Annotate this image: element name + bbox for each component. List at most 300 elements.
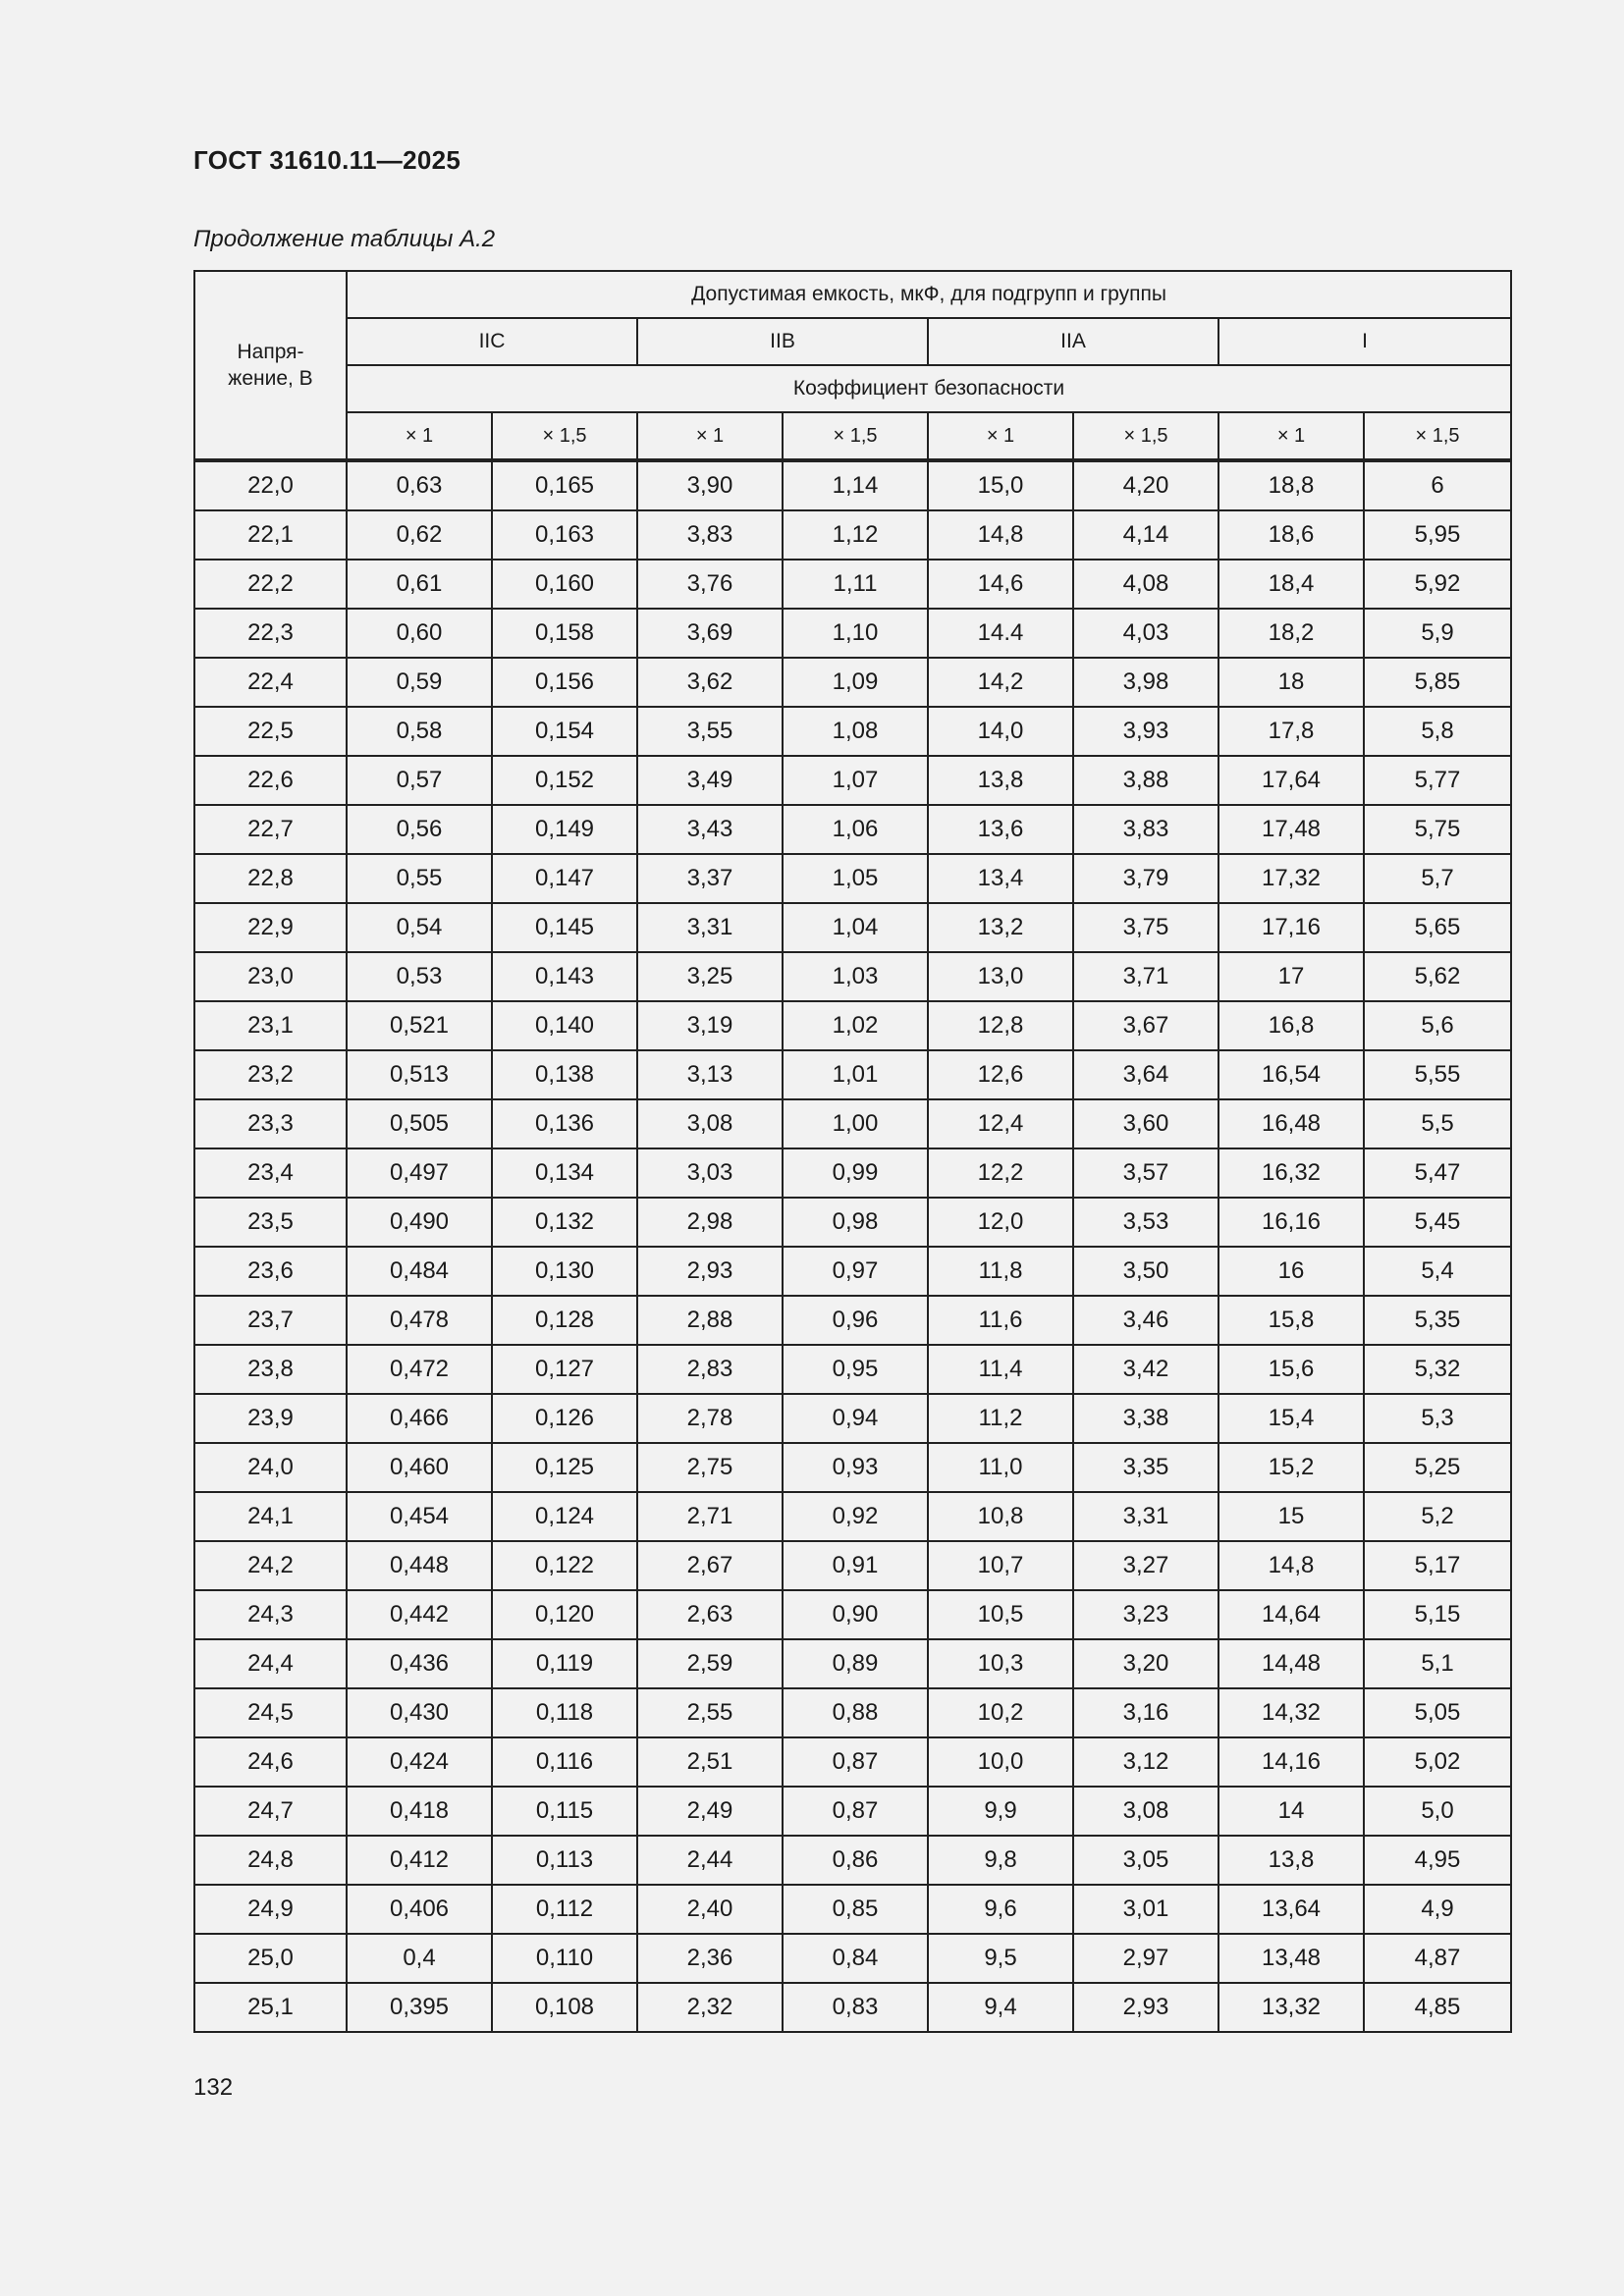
capacity-cell: 0,149 [492,805,637,854]
table-row [194,1885,1511,1934]
capacity-cell: 0,484 [347,1247,492,1296]
capacity-cell: 10,7 [928,1541,1073,1590]
capacity-cell: 15,4 [1218,1394,1364,1443]
capacity-cell: 1,08 [783,707,928,756]
capacity-cell: 4,87 [1364,1934,1511,1983]
capacity-cell: 14,6 [928,560,1073,609]
capacity-cell: 12,4 [928,1099,1073,1148]
capacity-cell: 1,06 [783,805,928,854]
capacity-cell: 2,55 [637,1688,783,1737]
capacity-cell: 3,25 [637,952,783,1001]
voltage-cell: 24,3 [194,1590,347,1639]
capacity-cell: 3,42 [1073,1345,1218,1394]
capacity-cell: 3,12 [1073,1737,1218,1787]
capacity-cell: 0,84 [783,1934,928,1983]
table-row [194,952,1511,1001]
capacitance-table [193,270,1512,2033]
page-number: 132 [193,2074,234,2101]
capacity-cell: 10,8 [928,1492,1073,1541]
voltage-header-line-2: жение, В [228,367,313,390]
capacity-cell: 2,75 [637,1443,783,1492]
capacity-cell: 0,62 [347,510,492,560]
capacity-cell: 16,54 [1218,1050,1364,1099]
document-header: ГОСТ 31610.11—2025 [193,145,461,175]
table-row [194,609,1511,658]
table-row [194,1688,1511,1737]
capacity-cell: 0,132 [492,1198,637,1247]
factor-header-row [194,412,1511,460]
capacity-cell: 3,23 [1073,1590,1218,1639]
capacity-cell: 15,2 [1218,1443,1364,1492]
capacity-cell: 12,2 [928,1148,1073,1198]
capacity-cell: 9,4 [928,1983,1073,2032]
capacity-cell: 17,32 [1218,854,1364,903]
capacity-cell: 9,5 [928,1934,1073,1983]
capacity-cell: 3,27 [1073,1541,1218,1590]
capacity-cell: 0,56 [347,805,492,854]
capacity-cell: 14,8 [928,510,1073,560]
capacity-cell: 16,16 [1218,1198,1364,1247]
capacity-cell: 14,16 [1218,1737,1364,1787]
voltage-cell: 25,1 [194,1983,347,2032]
voltage-cell: 23,7 [194,1296,347,1345]
capacity-cell: 3,98 [1073,658,1218,707]
capacity-cell: 0,128 [492,1296,637,1345]
capacity-cell: 17 [1218,952,1364,1001]
capacity-cell: 5,05 [1364,1688,1511,1737]
capacity-cell: 0,505 [347,1099,492,1148]
capacity-cell: 10,0 [928,1737,1073,1787]
capacity-cell: 0,143 [492,952,637,1001]
capacity-cell: 18,2 [1218,609,1364,658]
capacity-cell: 0,110 [492,1934,637,1983]
capacity-cell: 9,8 [928,1836,1073,1885]
capacity-cell: 16,48 [1218,1099,1364,1148]
voltage-cell: 24,9 [194,1885,347,1934]
capacity-cell: 2,40 [637,1885,783,1934]
table-row [194,1198,1511,1247]
capacity-cell: 0,118 [492,1688,637,1737]
capacity-cell: 10,5 [928,1590,1073,1639]
capacity-cell: 0,127 [492,1345,637,1394]
table-row [194,560,1511,609]
capacity-cell: 3,69 [637,609,783,658]
capacity-cell: 0,124 [492,1492,637,1541]
voltage-cell: 23,3 [194,1099,347,1148]
capacity-cell: 0,490 [347,1198,492,1247]
capacity-cell: 5,17 [1364,1541,1511,1590]
capacity-cell: 3,50 [1073,1247,1218,1296]
table-row [194,1492,1511,1541]
factor-header-cell: × 1,5 [783,412,928,460]
capacity-cell: 12,0 [928,1198,1073,1247]
capacity-cell: 16,8 [1218,1001,1364,1050]
capacity-cell: 0,57 [347,756,492,805]
capacity-cell: 3,49 [637,756,783,805]
table-row [194,460,1511,510]
voltage-cell: 22,1 [194,510,347,560]
voltage-cell: 24,7 [194,1787,347,1836]
capacity-cell: 3,13 [637,1050,783,1099]
capacity-cell: 15 [1218,1492,1364,1541]
capacity-cell: 1,05 [783,854,928,903]
capacity-cell: 3,35 [1073,1443,1218,1492]
voltage-cell: 24,4 [194,1639,347,1688]
voltage-column-header [194,271,347,460]
capacity-cell: 15,0 [928,460,1073,510]
capacity-cell: 12,6 [928,1050,1073,1099]
capacity-cell: 1,11 [783,560,928,609]
capacity-cell: 1,03 [783,952,928,1001]
table-row [194,1787,1511,1836]
table-row [194,854,1511,903]
capacity-cell: 5,2 [1364,1492,1511,1541]
voltage-cell: 22,9 [194,903,347,952]
capacity-cell: 14,0 [928,707,1073,756]
capacity-cell: 14,48 [1218,1639,1364,1688]
factor-header-cell: × 1,5 [1073,412,1218,460]
table-row [194,903,1511,952]
capacity-cell: 0,436 [347,1639,492,1688]
group-header-iic: IIC [347,318,637,365]
capacity-cell: 2,67 [637,1541,783,1590]
table-body [194,460,1511,2032]
capacity-cell: 14 [1218,1787,1364,1836]
capacity-cell: 1,12 [783,510,928,560]
capacity-cell: 9,9 [928,1787,1073,1836]
factor-header-cell: × 1 [347,412,492,460]
capacity-cell: 3,55 [637,707,783,756]
capacity-cell: 0,395 [347,1983,492,2032]
table-caption: Продолжение таблицы А.2 [193,226,496,252]
capacity-cell: 1,10 [783,609,928,658]
capacity-cell: 11,4 [928,1345,1073,1394]
capacity-cell: 18,6 [1218,510,1364,560]
capacity-cell: 2,83 [637,1345,783,1394]
capacity-cell: 13,6 [928,805,1073,854]
capacity-cell: 13,2 [928,903,1073,952]
capacity-cell: 2,63 [637,1590,783,1639]
capacity-cell: 3,08 [637,1099,783,1148]
capacity-cell: 0,424 [347,1737,492,1787]
capacity-cell: 0,130 [492,1247,637,1296]
capacity-cell: 14,2 [928,658,1073,707]
capacity-cell: 4,9 [1364,1885,1511,1934]
capacity-cell: 4,03 [1073,609,1218,658]
capacity-cell: 5,0 [1364,1787,1511,1836]
capacity-cell: 13,32 [1218,1983,1364,2032]
capacity-cell: 14.4 [928,609,1073,658]
capacity-cell: 5,5 [1364,1099,1511,1148]
capacity-cell: 0,138 [492,1050,637,1099]
capacity-cell: 5,75 [1364,805,1511,854]
capacity-cell: 11,6 [928,1296,1073,1345]
table-row [194,1836,1511,1885]
capacity-cell: 0,116 [492,1737,637,1787]
capacity-cell: 5,8 [1364,707,1511,756]
capacity-cell: 5,02 [1364,1737,1511,1787]
capacity-cell: 5,92 [1364,560,1511,609]
table-row [194,1394,1511,1443]
voltage-cell: 23,6 [194,1247,347,1296]
voltage-cell: 23,0 [194,952,347,1001]
capacity-cell: 0,472 [347,1345,492,1394]
voltage-header-line-1: Напря- [237,341,304,363]
capacity-cell: 3,16 [1073,1688,1218,1737]
capacity-cell: 5,65 [1364,903,1511,952]
capacity-cell: 13,4 [928,854,1073,903]
capacity-cell: 2,32 [637,1983,783,2032]
capacity-cell: 0,119 [492,1639,637,1688]
voltage-cell: 24,8 [194,1836,347,1885]
capacity-cell: 0,54 [347,903,492,952]
capacity-cell: 0,87 [783,1737,928,1787]
table-row [194,1296,1511,1345]
capacity-cell: 0,99 [783,1148,928,1198]
capacity-cell: 5,4 [1364,1247,1511,1296]
capacity-cell: 5,47 [1364,1148,1511,1198]
capacity-cell: 5,6 [1364,1001,1511,1050]
capacity-cell: 15,6 [1218,1345,1364,1394]
voltage-cell: 23,9 [194,1394,347,1443]
capacity-cell: 3,57 [1073,1148,1218,1198]
capacity-cell: 11,8 [928,1247,1073,1296]
capacity-cell: 0,55 [347,854,492,903]
factor-header-cell: × 1 [1218,412,1364,460]
capacity-cell: 10,3 [928,1639,1073,1688]
capacity-cell: 0,448 [347,1541,492,1590]
capacity-cell: 0,406 [347,1885,492,1934]
capacity-cell: 5,9 [1364,609,1511,658]
capacity-cell: 0,126 [492,1394,637,1443]
capacity-cell: 5,77 [1364,756,1511,805]
capacity-cell: 0,125 [492,1443,637,1492]
capacity-cell: 13,0 [928,952,1073,1001]
capacity-cell: 3,64 [1073,1050,1218,1099]
voltage-cell: 24,6 [194,1737,347,1787]
factor-header-cell: × 1 [637,412,783,460]
capacity-cell: 14,32 [1218,1688,1364,1737]
capacity-cell: 2,44 [637,1836,783,1885]
factor-header-cell: × 1,5 [492,412,637,460]
capacity-cell: 5,25 [1364,1443,1511,1492]
capacity-cell: 3,03 [637,1148,783,1198]
voltage-cell: 22,3 [194,609,347,658]
capacity-cell: 3,38 [1073,1394,1218,1443]
capacity-cell: 0,113 [492,1836,637,1885]
capacity-cell: 3,67 [1073,1001,1218,1050]
capacity-cell: 1,04 [783,903,928,952]
capacity-cell: 2,59 [637,1639,783,1688]
capacity-cell: 0,63 [347,460,492,510]
capacity-cell: 0,87 [783,1787,928,1836]
voltage-cell: 25,0 [194,1934,347,1983]
capacity-cell: 13,64 [1218,1885,1364,1934]
table-row [194,1247,1511,1296]
group-header-i: I [1218,318,1511,365]
capacity-cell: 4,14 [1073,510,1218,560]
capacity-cell: 0,93 [783,1443,928,1492]
voltage-cell: 23,1 [194,1001,347,1050]
table-row [194,1443,1511,1492]
capacity-cell: 3,20 [1073,1639,1218,1688]
capacity-cell: 1,07 [783,756,928,805]
capacity-cell: 0,122 [492,1541,637,1590]
capacity-cell: 3,83 [637,510,783,560]
capacity-cell: 3,71 [1073,952,1218,1001]
capacity-cell: 0,134 [492,1148,637,1198]
voltage-cell: 22,6 [194,756,347,805]
capacity-cell: 11,2 [928,1394,1073,1443]
capacity-cell: 3,31 [637,903,783,952]
capacity-cell: 3,37 [637,854,783,903]
capacity-cell: 2,93 [637,1247,783,1296]
capacity-cell: 4,08 [1073,560,1218,609]
table-header [194,271,1511,460]
capacity-cell: 0,112 [492,1885,637,1934]
capacity-cell: 6 [1364,460,1511,510]
capacity-cell: 0,430 [347,1688,492,1737]
capacity-cell: 13,8 [1218,1836,1364,1885]
capacity-cell: 0,120 [492,1590,637,1639]
capacity-cell: 2,93 [1073,1983,1218,2032]
voltage-cell: 23,5 [194,1198,347,1247]
table-row [194,1050,1511,1099]
capacity-cell: 3,62 [637,658,783,707]
capacity-cell: 0,96 [783,1296,928,1345]
capacity-cell: 0,160 [492,560,637,609]
voltage-cell: 24,0 [194,1443,347,1492]
capacity-cell: 0,466 [347,1394,492,1443]
capacity-cell: 0,61 [347,560,492,609]
capacity-cell: 2,98 [637,1198,783,1247]
capacity-cell: 5,55 [1364,1050,1511,1099]
capacity-cell: 0,115 [492,1787,637,1836]
capacity-cell: 5,45 [1364,1198,1511,1247]
capacity-cell: 0,98 [783,1198,928,1247]
capacity-cell: 5,15 [1364,1590,1511,1639]
capacity-cell: 2,49 [637,1787,783,1836]
capacity-cell: 0,86 [783,1836,928,1885]
capacity-cell: 16,32 [1218,1148,1364,1198]
capacity-cell: 0,140 [492,1001,637,1050]
capacity-cell: 1,09 [783,658,928,707]
capacity-cell: 0,92 [783,1492,928,1541]
capacity-cell: 3,43 [637,805,783,854]
table-row [194,1099,1511,1148]
table-row [194,756,1511,805]
voltage-cell: 22,7 [194,805,347,854]
capacity-cell: 10,2 [928,1688,1073,1737]
capacity-cell: 1,01 [783,1050,928,1099]
capacity-cell: 5,62 [1364,952,1511,1001]
voltage-cell: 22,5 [194,707,347,756]
table-row [194,1541,1511,1590]
capacity-cell: 3,53 [1073,1198,1218,1247]
capacity-cell: 0,85 [783,1885,928,1934]
table-row [194,805,1511,854]
capacity-cell: 2,78 [637,1394,783,1443]
capacity-cell: 4,95 [1364,1836,1511,1885]
capacity-cell: 0,108 [492,1983,637,2032]
capacity-cell: 0,94 [783,1394,928,1443]
capacity-cell: 0,4 [347,1934,492,1983]
capacity-cell: 13,48 [1218,1934,1364,1983]
capacity-cell: 0,83 [783,1983,928,2032]
capacity-cell: 2,36 [637,1934,783,1983]
factor-header-cell: × 1 [928,412,1073,460]
capacity-cell: 0,53 [347,952,492,1001]
capacity-cell: 3,90 [637,460,783,510]
capacity-cell: 3,83 [1073,805,1218,854]
voltage-cell: 22,8 [194,854,347,903]
voltage-cell: 22,0 [194,460,347,510]
capacity-header: Допустимая емкость, мкФ, для подгрупп и группы [347,271,1511,318]
capacity-cell: 0,95 [783,1345,928,1394]
capacity-cell: 1,02 [783,1001,928,1050]
table-row [194,707,1511,756]
group-header-iib: IIB [637,318,928,365]
capacity-cell: 3,60 [1073,1099,1218,1148]
voltage-cell: 23,8 [194,1345,347,1394]
capacity-cell: 0,97 [783,1247,928,1296]
capacity-cell: 12,8 [928,1001,1073,1050]
capacity-cell: 0,90 [783,1590,928,1639]
capacity-cell: 3,88 [1073,756,1218,805]
capacity-cell: 3,76 [637,560,783,609]
table-row [194,1590,1511,1639]
capacity-cell: 18 [1218,658,1364,707]
capacity-cell: 0,88 [783,1688,928,1737]
capacity-cell: 0,418 [347,1787,492,1836]
capacity-cell: 0,60 [347,609,492,658]
capacity-cell: 5,7 [1364,854,1511,903]
capacity-cell: 0,147 [492,854,637,903]
capacity-cell: 0,513 [347,1050,492,1099]
capacity-cell: 14,64 [1218,1590,1364,1639]
capacity-cell: 2,97 [1073,1934,1218,1983]
capacity-cell: 5,95 [1364,510,1511,560]
capacity-cell: 0,152 [492,756,637,805]
factor-header-cell: × 1,5 [1364,412,1511,460]
capacity-cell: 14,8 [1218,1541,1364,1590]
capacity-cell: 0,89 [783,1639,928,1688]
capacity-cell: 3,19 [637,1001,783,1050]
capacity-cell: 3,75 [1073,903,1218,952]
capacity-cell: 18,8 [1218,460,1364,510]
capacity-cell: 0,156 [492,658,637,707]
capacity-cell: 5,3 [1364,1394,1511,1443]
table-row [194,658,1511,707]
table-row [194,510,1511,560]
capacity-cell: 0,454 [347,1492,492,1541]
table-row [194,1148,1511,1198]
capacity-cell: 5,35 [1364,1296,1511,1345]
capacity-cell: 0,154 [492,707,637,756]
capacity-cell: 17,8 [1218,707,1364,756]
capacity-cell: 1,14 [783,460,928,510]
capacity-cell: 5,85 [1364,658,1511,707]
capacity-cell: 16 [1218,1247,1364,1296]
capacity-cell: 0,163 [492,510,637,560]
table-row [194,1983,1511,2032]
capacity-cell: 1,00 [783,1099,928,1148]
capacity-cell: 3,79 [1073,854,1218,903]
voltage-cell: 22,2 [194,560,347,609]
capacity-cell: 3,46 [1073,1296,1218,1345]
capacity-cell: 0,59 [347,658,492,707]
capacity-cell: 2,51 [637,1737,783,1787]
